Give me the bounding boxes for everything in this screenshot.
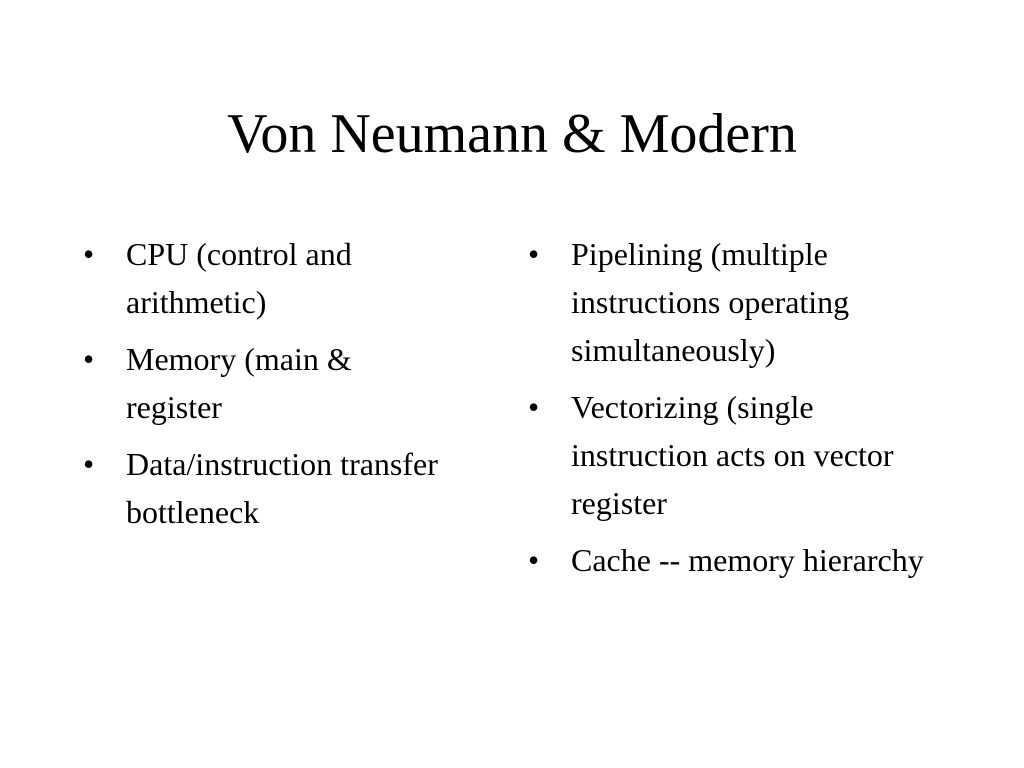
slide-title: Von Neumann & Modern [227,103,797,165]
bullet-icon: • [83,341,95,377]
bullet-icon: • [83,446,95,482]
bullet-item [528,230,938,374]
bullet-text: CPU (control and arithmetic) [126,236,352,320]
bullet-text: Memory (main & register [126,341,352,425]
bullet-text: Pipelining (multiple instructions operating simultaneously) [571,236,850,368]
bullet-text: Cache -- memory hierarchy [571,542,924,578]
left-bullet-list [83,230,443,545]
bullet-icon: • [528,389,540,425]
bullet-text: Vectorizing (single instruction acts on vector register [571,389,894,521]
bullet-icon: • [528,542,540,578]
bullet-icon: • [83,236,95,272]
bullet-item [83,440,443,536]
bullet-icon: • [528,236,540,272]
right-bullet-list [528,230,938,593]
bullet-item [528,383,938,527]
bullet-text: Data/instruction transfer bottleneck [126,446,438,530]
bullet-item [528,536,938,584]
bullet-item [83,230,443,326]
bullet-item [83,335,443,431]
